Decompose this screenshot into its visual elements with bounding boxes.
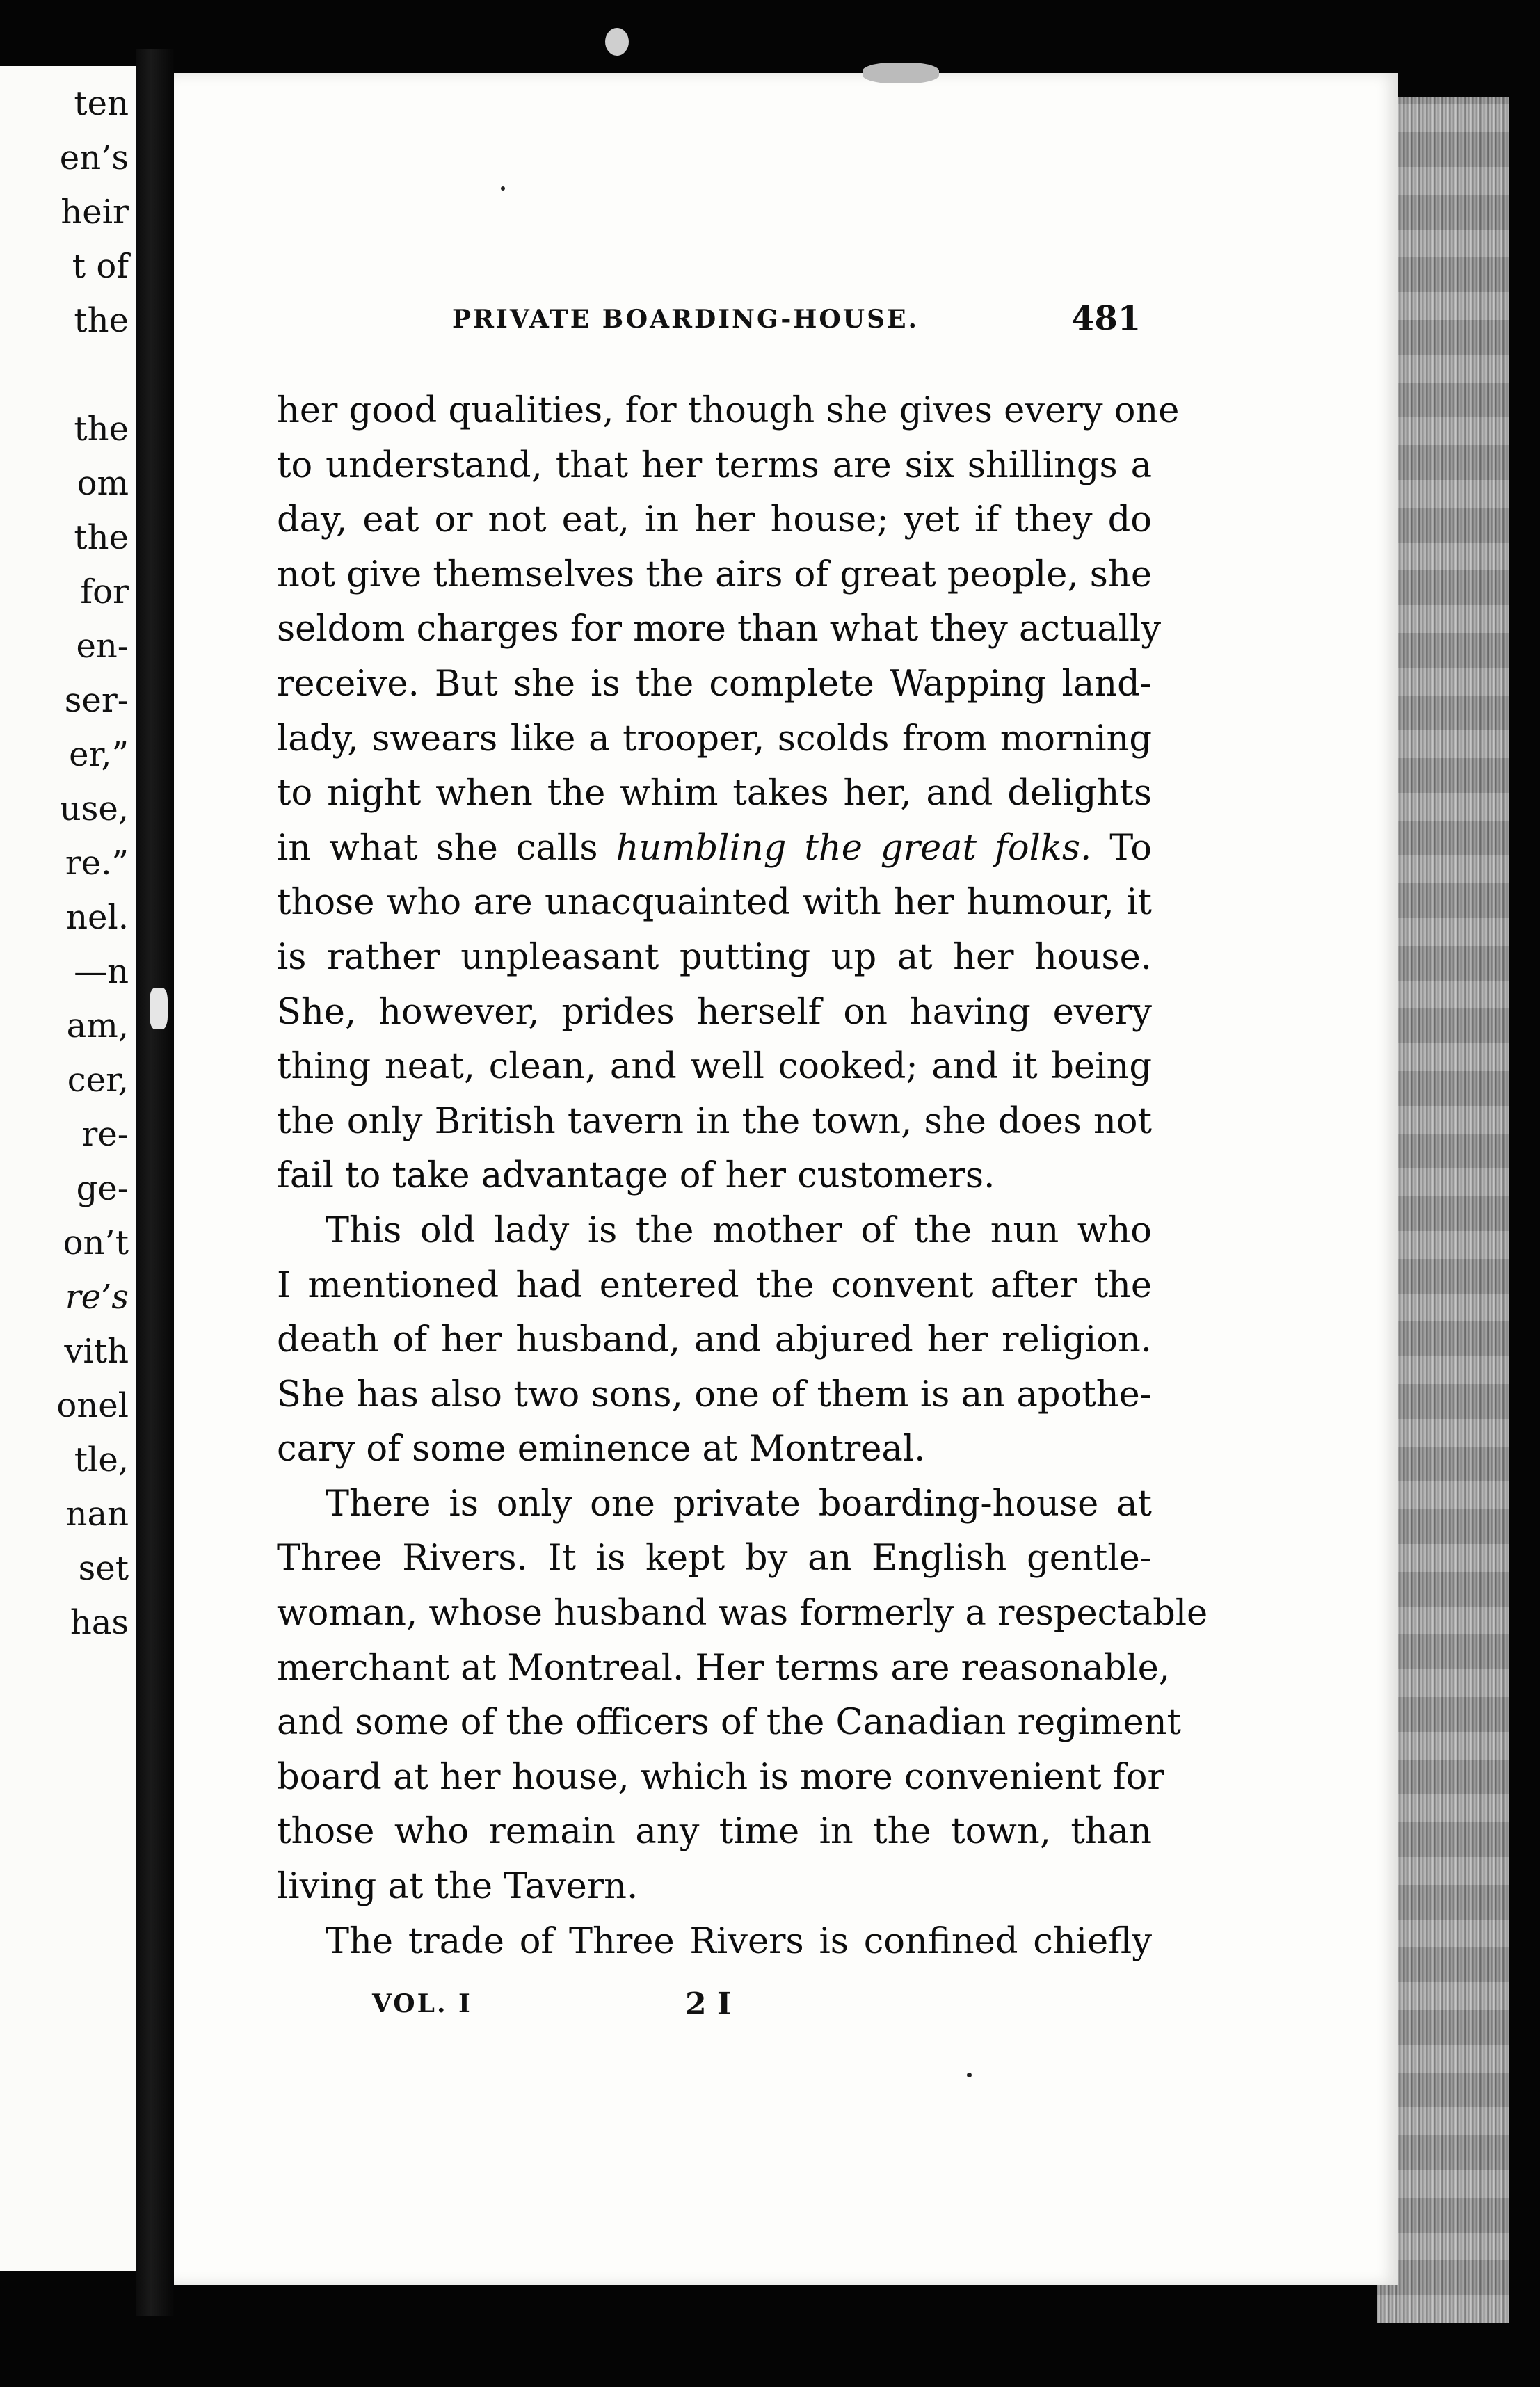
text-line: Three Rivers. It is kept by an English gentle-	[277, 1538, 1152, 1580]
text-segment: To	[1109, 827, 1152, 869]
facing-line-fragment: heir	[61, 193, 129, 232]
facing-line-fragment: —n	[74, 952, 129, 991]
facing-line-fragment: onel	[56, 1386, 129, 1425]
text-line: those who are unacquainted with her humour, it	[277, 882, 1152, 924]
text-line	[277, 821, 1152, 876]
facing-line-fragment: the	[74, 518, 129, 557]
text-line: the only British tavern in the town, she does not	[277, 1100, 1152, 1142]
facing-line-fragment: om	[77, 464, 129, 503]
scan-speck	[863, 63, 939, 83]
text-line: The trade of Three Rivers is confined chiefly	[326, 1920, 1152, 1962]
text-line: her good qualities, for though she gives every one	[277, 390, 1180, 431]
facing-line-fragment: er,”	[69, 735, 129, 774]
text-line: receive. But she is the complete Wapping land-	[277, 663, 1152, 705]
facing-line-fragment: am,	[66, 1006, 129, 1045]
text-line: those who remain any time in the town, than	[277, 1811, 1152, 1853]
italic-phrase: humbling the great folks.	[616, 827, 1092, 869]
facing-line-fragment: re’s	[65, 1278, 129, 1317]
facing-line-fragment: the	[74, 410, 129, 449]
facing-line-fragment: the	[74, 301, 129, 340]
scan-speck	[501, 186, 505, 191]
text-line: merchant at Montreal. Her terms are reasonable,	[277, 1647, 1171, 1689]
signature-mark: 2 I	[685, 1986, 732, 2022]
scan-speck	[605, 28, 629, 56]
facing-line-fragment: use,	[59, 789, 129, 828]
facing-line-fragment: en-	[76, 627, 129, 666]
facing-line-fragment: nan	[65, 1495, 129, 1534]
book-gutter	[136, 49, 174, 2316]
facing-line-fragment: tle,	[74, 1440, 129, 1479]
text-line: I mentioned had entered the convent after the	[277, 1264, 1152, 1306]
text-line: board at her house, which is more convenient for	[277, 1756, 1164, 1798]
scan-speck	[150, 988, 168, 1029]
facing-line-fragment: has	[70, 1603, 129, 1642]
facing-page	[0, 66, 136, 2271]
text-line: thing neat, clean, and well cooked; and it being	[277, 1046, 1152, 1088]
facing-line-fragment: ser-	[64, 681, 129, 720]
facing-line-fragment: ge-	[76, 1169, 129, 1208]
text-line: to night when the whim takes her, and delights	[277, 773, 1152, 814]
facing-line-fragment: nel.	[66, 898, 129, 937]
text-line: is rather unpleasant putting up at her house.	[277, 936, 1152, 978]
text-segment: in what she calls	[277, 827, 598, 869]
text-line: This old lady is the mother of the nun who	[326, 1209, 1152, 1251]
facing-line-fragment: en’s	[59, 138, 129, 177]
text-line: seldom charges for more than what they actually	[277, 609, 1162, 650]
facing-line-fragment: set	[78, 1549, 129, 1588]
text-line: She, however, prides herself on having every	[277, 991, 1152, 1033]
facing-line-fragment: cer,	[67, 1061, 129, 1100]
volume-signature: VOL. I	[372, 1989, 472, 2018]
scan-speck	[967, 2073, 972, 2077]
facing-line-fragment: on’t	[63, 1223, 129, 1262]
text-line: lady, swears like a trooper, scolds from morning	[277, 718, 1152, 760]
text-line: living at the Tavern.	[277, 1866, 639, 1908]
text-line: She has also two sons, one of them is an apothe-	[277, 1374, 1152, 1415]
text-line: fail to take advantage of her customers.	[277, 1155, 995, 1197]
facing-line-fragment: re-	[81, 1115, 129, 1154]
text-line: and some of the officers of the Canadian regiment	[277, 1702, 1182, 1744]
text-line: not give themselves the airs of great people, she	[277, 554, 1152, 595]
facing-line-fragment: ten	[74, 84, 129, 123]
facing-line-fragment: for	[80, 572, 129, 611]
body-text	[277, 384, 1208, 1969]
facing-line-fragment: re.”	[65, 844, 129, 883]
text-line: woman, whose husband was formerly a respectable	[277, 1593, 1208, 1634]
facing-line-fragment: vith	[64, 1332, 129, 1371]
text-line: There is only one private boarding-house at	[326, 1483, 1152, 1525]
page-number: 481	[1071, 299, 1141, 338]
text-line: death of her husband, and abjured her religion.	[277, 1319, 1152, 1361]
text-line: day, eat or not eat, in her house; yet if they do	[277, 499, 1152, 541]
facing-line-fragment: t of	[72, 247, 129, 286]
running-head: PRIVATE BOARDING-HOUSE.	[452, 305, 920, 334]
text-line: to understand, that her terms are six shillings a	[277, 444, 1152, 486]
text-line: cary of some eminence at Montreal.	[277, 1429, 926, 1470]
